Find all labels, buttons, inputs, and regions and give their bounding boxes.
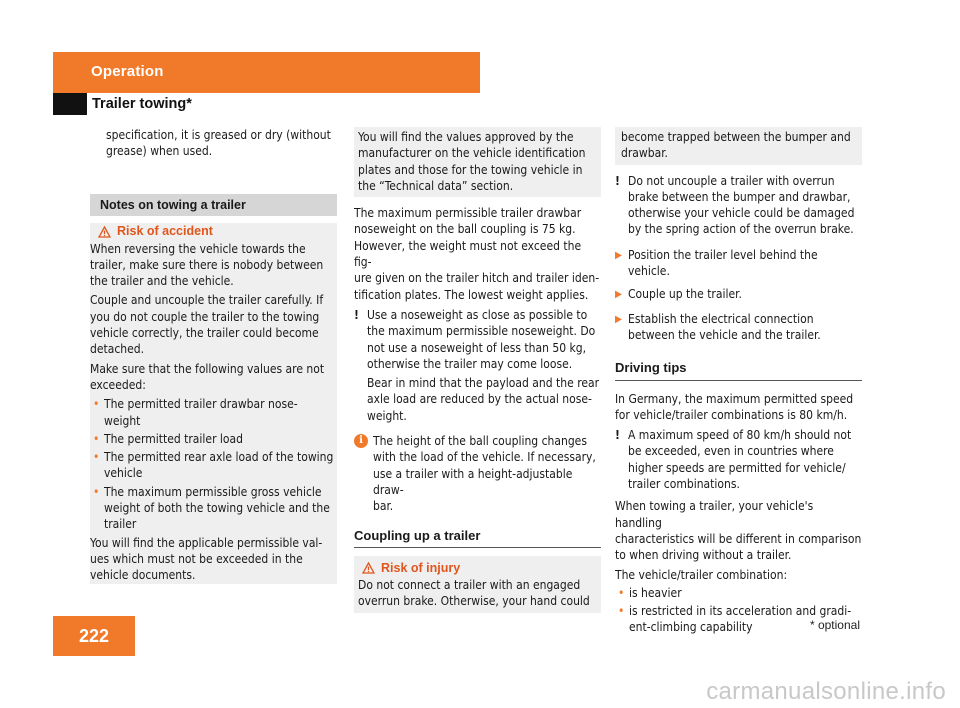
text-line: noseweight on the ball coupling is 75 kg. — [354, 222, 576, 237]
note-item — [354, 307, 601, 424]
text-line: otherwise the trailer may come loose. — [367, 356, 573, 371]
note-item — [615, 173, 862, 238]
text-line: The maximum permissible trailer drawbar — [354, 206, 582, 221]
text-line: trailer — [104, 517, 137, 532]
text-line: Couple up the trailer. — [628, 287, 742, 302]
text-line: The vehicle/trailer combination: — [615, 567, 788, 582]
section-tab-marker — [53, 93, 87, 115]
step-item — [615, 247, 862, 280]
text-line: is heavier — [629, 585, 682, 600]
text-line: ure given on the trailer hitch and trailer iden- — [354, 271, 600, 286]
text-line: Establish the electrical connection — [628, 311, 814, 326]
text-line: Use a noseweight as close as possible to — [367, 307, 588, 322]
text-line: exceeded: — [90, 377, 146, 392]
text-line: grease) when used. — [106, 144, 213, 159]
values-note-box — [354, 127, 601, 197]
text-line: ues which must not be exceeded in the — [90, 551, 303, 566]
text-line: by the spring action of the overrun brake. — [628, 222, 854, 237]
column-1 — [90, 127, 337, 587]
list-item — [90, 484, 337, 533]
coupling-heading: Coupling up a trailer — [354, 528, 601, 548]
text-line: for vehicle/trailer combinations is 80 km/h. — [615, 407, 848, 422]
text-line: Position the trailer level behind the vehicle. — [628, 247, 818, 279]
bullet-icon: • — [93, 431, 100, 446]
towing-notes-title: Notes on towing a trailer — [90, 194, 337, 216]
list-item — [90, 449, 337, 482]
text-line: ent-climbing capability — [629, 620, 753, 635]
text-line: bar. — [373, 499, 394, 514]
text-line: The permitted trailer load — [104, 431, 244, 446]
text-line: You will find the values approved by the — [358, 130, 574, 144]
text-line: axle load are reduced by the actual nose- — [367, 392, 592, 407]
warning-body — [90, 241, 337, 584]
list-item — [90, 396, 337, 429]
list-item — [615, 585, 862, 601]
step-arrow-icon: ▶ — [615, 249, 622, 261]
text-line: characteristics will be different in comparison — [615, 531, 862, 546]
text-line: become trapped between the bumper and — [621, 130, 851, 144]
exclamation-icon: ! — [615, 173, 620, 188]
text-line: The maximum permissible gross vehicle — [104, 484, 322, 499]
text-line: Couple and uncouple the trailer carefully. If — [90, 293, 324, 308]
step-arrow-icon: ▶ — [615, 289, 622, 301]
page-title: Trailer towing* — [92, 96, 192, 112]
step-item — [615, 311, 862, 344]
text-line: tification plates. The lowest weight applies. — [354, 287, 589, 302]
text-line: detached. — [90, 342, 145, 357]
page-number: 222 — [78, 626, 110, 646]
text-line: overrun brake. Otherwise, your hand could — [358, 594, 590, 609]
text-line: When reversing the vehicle towards the — [90, 241, 306, 256]
bullet-icon: • — [618, 585, 625, 600]
bullet-icon: • — [93, 450, 100, 465]
text-line: You will find the applicable permissible val- — [90, 535, 323, 550]
text-line: specification, it is greased or dry (without — [106, 128, 331, 142]
text-line: use a trailer with a height-adjustable draw- — [373, 466, 573, 497]
text-line: Make sure that the following values are not — [90, 361, 325, 376]
watermark: carmanualsonline.info — [706, 678, 946, 705]
warning-triangle-icon — [362, 562, 375, 574]
text-line: between the vehicle and the trailer. — [628, 327, 821, 342]
text-line: drawbar. — [621, 146, 668, 161]
exclamation-icon: ! — [354, 307, 359, 322]
info-item — [354, 433, 601, 514]
text-line: manufacturer on the vehicle identification — [358, 146, 586, 161]
column-3 — [615, 127, 862, 638]
text-line: vehicle documents. — [90, 568, 196, 583]
text-line: A maximum speed of 80 km/h should not — [628, 428, 852, 443]
text-line: In Germany, the maximum permitted speed — [615, 391, 854, 406]
section-label: Operation — [91, 63, 164, 80]
towing-notes-box — [90, 194, 337, 584]
step-item — [615, 286, 862, 303]
text-line: weight — [104, 413, 141, 428]
text-line: brake between the bumper and drawbar, — [628, 189, 851, 204]
optional-footnote: * optional — [809, 618, 860, 632]
handling-paragraph — [615, 498, 862, 563]
list-item — [90, 431, 337, 447]
text-line: The permitted rear axle load of the towing — [104, 450, 334, 465]
text-line: be exceeded, even in countries where — [628, 444, 834, 459]
note-item — [615, 427, 862, 492]
warning-triangle-icon — [98, 226, 111, 238]
text-line: vehicle — [104, 466, 143, 481]
bullet-icon: • — [618, 604, 625, 619]
warning-title-text: Risk of accident — [117, 224, 213, 239]
warning-title — [90, 223, 337, 241]
speed-paragraph — [615, 391, 862, 424]
text-line: the trailer and the vehicle. — [90, 274, 234, 289]
text-line: higher speeds are permitted for vehicle/ — [628, 460, 846, 475]
text-line: Bear in mind that the payload and the rear — [367, 376, 600, 391]
warning-title — [358, 559, 601, 577]
text-line: Do not uncouple a trailer with overrun — [628, 173, 835, 188]
bullet-icon: • — [93, 397, 100, 412]
driving-tips-heading: Driving tips — [615, 360, 862, 380]
text-line: However, the weight must not exceed the fig- — [354, 238, 582, 270]
text-line: the “Technical data” section. — [358, 178, 514, 193]
text-line: the maximum permissible noseweight. Do — [367, 324, 596, 339]
info-icon: i — [354, 434, 368, 448]
text-line: with the load of the vehicle. If necessary, — [373, 450, 596, 465]
text-line: plates and those for the towing vehicle in — [358, 162, 583, 177]
text-line: vehicle correctly, the trailer could become — [90, 326, 319, 341]
injury-warning-box — [354, 556, 601, 614]
warning-title-text: Risk of injury — [381, 560, 461, 575]
text-line: to when driving without a trailer. — [615, 548, 792, 563]
bullet-icon: • — [93, 484, 100, 499]
step-arrow-icon: ▶ — [615, 313, 622, 325]
intro-text — [90, 127, 337, 160]
text-line: trailer, make sure there is nobody between — [90, 257, 324, 272]
text-line: not use a noseweight of less than 50 kg, — [367, 340, 587, 355]
text-line: The height of the ball coupling changes — [373, 434, 587, 449]
text-line: When towing a trailer, your vehicle's handling — [615, 499, 814, 530]
text-line: weight. — [367, 408, 407, 423]
text-line: weight of both the towing vehicle and the — [104, 501, 330, 516]
combination-paragraph — [615, 567, 862, 583]
text-line: is restricted in its acceleration and gradi- — [629, 604, 852, 619]
exclamation-icon: ! — [615, 428, 620, 443]
text-line: trailer combinations. — [628, 477, 740, 492]
text-line: otherwise your vehicle could be damaged — [628, 206, 855, 221]
text-line: you do not couple the trailer to the towing — [90, 309, 320, 324]
column-2 — [354, 127, 601, 613]
noseweight-paragraph — [354, 205, 601, 303]
text-line: Do not connect a trailer with an engaged — [358, 577, 581, 592]
text-line: The permitted trailer drawbar nose- — [104, 397, 298, 412]
injury-warning-continued — [615, 127, 862, 165]
